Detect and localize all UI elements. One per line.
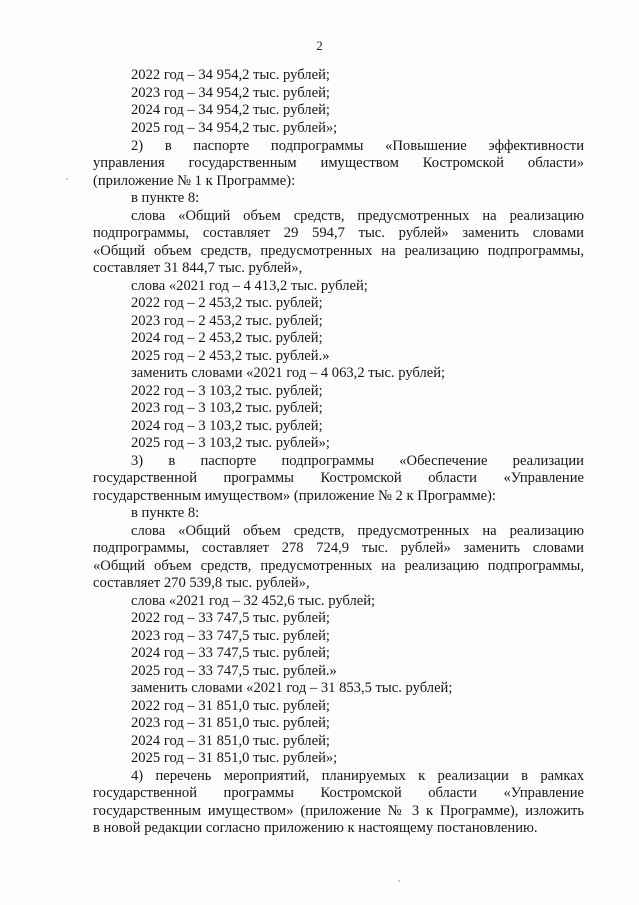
text-line: 2025 год – 2 453,2 тыс. рублей.» — [131, 348, 330, 364]
text-line: подпрограммы, составляет 29 594,7 тыс. рублей» заменить словами — [93, 225, 584, 241]
text-line: составляет 270 539,8 тыс. рублей», — [93, 575, 310, 591]
text-line: в пункте 8: — [131, 505, 200, 521]
text-line: государственной программы Костромской области «Управление — [93, 785, 584, 801]
text-line: 2023 год – 34 954,2 тыс. рублей; — [131, 85, 330, 101]
text-line: «Общий объем средств, предусмотренных на реализацию подпрограммы, — [93, 558, 584, 574]
text-line: 2024 год – 33 747,5 тыс. рублей; — [131, 645, 330, 661]
text-line: 2023 год – 31 851,0 тыс. рублей; — [131, 715, 330, 731]
text-line: 2022 год – 31 851,0 тыс. рублей; — [131, 698, 330, 714]
text-line: 2022 год – 2 453,2 тыс. рублей; — [131, 295, 323, 311]
text-line: государственным имуществом» (приложение № 3 к Программе), изложить — [93, 803, 584, 819]
text-line: 4) перечень мероприятий, планируемых к реализации в рамках — [131, 768, 584, 784]
text-line: 2024 год – 34 954,2 тыс. рублей; — [131, 102, 330, 118]
scan-speck — [398, 880, 400, 882]
text-line: управления государственным имуществом Костромской области» — [93, 155, 584, 171]
text-line: 2) в паспорте подпрограммы «Повышение эффективности — [131, 138, 584, 154]
text-line: 2025 год – 31 851,0 тыс. рублей»; — [131, 750, 338, 766]
text-line: слова «2021 год – 32 452,6 тыс. рублей; — [131, 593, 376, 609]
text-line: в новой редакции согласно приложению к настоящему постановлению. — [93, 820, 538, 836]
text-line: 2022 год – 34 954,2 тыс. рублей; — [131, 67, 330, 83]
text-line: в пункте 8: — [131, 190, 200, 206]
text-line: подпрограммы, составляет 278 724,9 тыс. рублей» заменить словами — [93, 540, 584, 556]
text-line: составляет 31 844,7 тыс. рублей», — [93, 260, 303, 276]
text-line: государственным имуществом» (приложение № 2 к Программе): — [93, 488, 496, 504]
text-line: 2025 год – 33 747,5 тыс. рублей.» — [131, 663, 337, 679]
text-line: 2023 год – 3 103,2 тыс. рублей; — [131, 400, 323, 416]
text-line: 2023 год – 2 453,2 тыс. рублей; — [131, 313, 323, 329]
text-line: заменить словами «2021 год – 31 853,5 тыс. рублей; — [131, 680, 453, 696]
text-line: 3) в паспорте подпрограммы «Обеспечение реализации — [131, 453, 584, 469]
text-line: заменить словами «2021 год – 4 063,2 тыс. рублей; — [131, 365, 446, 381]
text-line: «Общий объем средств, предусмотренных на реализацию подпрограммы, — [93, 243, 584, 259]
text-line: 2022 год – 3 103,2 тыс. рублей; — [131, 383, 323, 399]
text-line: 2024 год – 31 851,0 тыс. рублей; — [131, 733, 330, 749]
text-line: (приложение № 1 к Программе): — [93, 173, 296, 189]
page-number: 2 — [316, 38, 323, 53]
text-line: государственной программы Костромской области «Управление — [93, 470, 584, 486]
text-line: слова «2021 год – 4 413,2 тыс. рублей; — [131, 278, 368, 294]
text-line: 2024 год – 2 453,2 тыс. рублей; — [131, 330, 323, 346]
text-line: слова «Общий объем средств, предусмотренных на реализацию — [131, 523, 584, 539]
text-line: 2024 год – 3 103,2 тыс. рублей; — [131, 418, 323, 434]
text-line: 2025 год – 3 103,2 тыс. рублей»; — [131, 435, 330, 451]
text-line: 2022 год – 33 747,5 тыс. рублей; — [131, 610, 330, 626]
text-line: 2025 год – 34 954,2 тыс. рублей»; — [131, 120, 338, 136]
text-line: 2023 год – 33 747,5 тыс. рублей; — [131, 628, 330, 644]
scan-speck — [66, 178, 68, 180]
text-line: слова «Общий объем средств, предусмотренных на реализацию — [131, 208, 584, 224]
